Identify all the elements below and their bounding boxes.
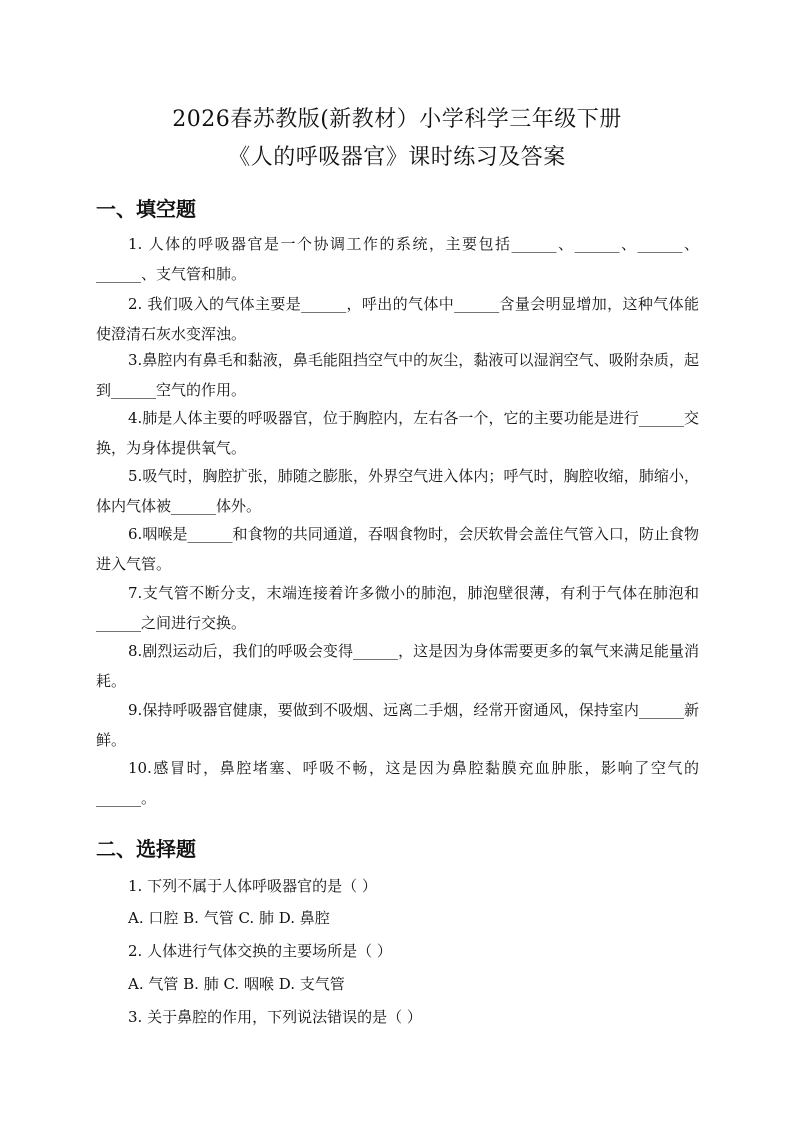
fill-blank-question-7: 7.支气管不断分支，末端连接着许多微小的肺泡，肺泡壁很薄，有利于气体在肺泡和______之间进行交换。 <box>96 584 699 632</box>
choice-options-1: A. 口腔 B. 气管 C. 肺 D. 鼻腔 <box>128 909 330 927</box>
document-title-line2: 《人的呼吸器官》课时练习及答案 <box>228 145 566 170</box>
choice-question-2: 2. 人体进行气体交换的主要场所是（ ） <box>128 942 392 960</box>
fill-blank-question-9: 9.保持呼吸器官健康，要做到不吸烟、远离二手烟，经常开窗通风，保持室内______新鲜。 <box>96 701 699 749</box>
fill-blank-question-2: 2. 我们吸入的气体主要是______，呼出的气体中______含量会明显增加，这种气体能使澄清石灰水变浑浊。 <box>96 295 699 343</box>
section-heading-multiple-choice: 二、选择题 <box>96 837 196 861</box>
fill-blank-question-5: 5.吸气时，胸腔扩张，肺随之膨胀，外界空气进入体内；呼气时，胸腔收缩，肺缩小，体内气体被______体外。 <box>96 467 699 515</box>
choice-question-3: 3. 关于鼻腔的作用，下列说法错误的是（ ） <box>128 1008 422 1026</box>
fill-blank-question-8: 8.剧烈运动后，我们的呼吸会变得______，这是因为身体需要更多的氧气来满足能量消耗。 <box>96 642 699 690</box>
fill-blank-question-1: 1. 人体的呼吸器官是一个协调工作的系统，主要包括______、______、______、______、支气管和肺。 <box>96 235 699 283</box>
choice-question-1: 1. 下列不属于人体呼吸器官的是（ ） <box>128 877 377 895</box>
fill-blank-question-4: 4.肺是人体主要的呼吸器官，位于胸腔内，左右各一个，它的主要功能是进行______交换，为身体提供氧气。 <box>96 409 699 457</box>
choice-options-2: A. 气管 B. 肺 C. 咽喉 D. 支气管 <box>128 975 345 993</box>
document-title-line1: 2026春苏教版(新教材）小学科学三年级下册 <box>172 107 622 132</box>
section-heading-fill-blank: 一、填空题 <box>96 197 196 221</box>
fill-blank-question-3: 3.鼻腔内有鼻毛和黏液，鼻毛能阻挡空气中的灰尘，黏液可以湿润空气、吸附杂质，起到______空气的作用。 <box>96 351 699 399</box>
fill-blank-question-10: 10.感冒时，鼻腔堵塞、呼吸不畅，这是因为鼻腔黏膜充血肿胀，影响了空气的______。 <box>96 759 699 807</box>
fill-blank-question-6: 6.咽喉是______和食物的共同通道，吞咽食物时，会厌软骨会盖住气管入口，防止食物进入气管。 <box>96 525 699 573</box>
